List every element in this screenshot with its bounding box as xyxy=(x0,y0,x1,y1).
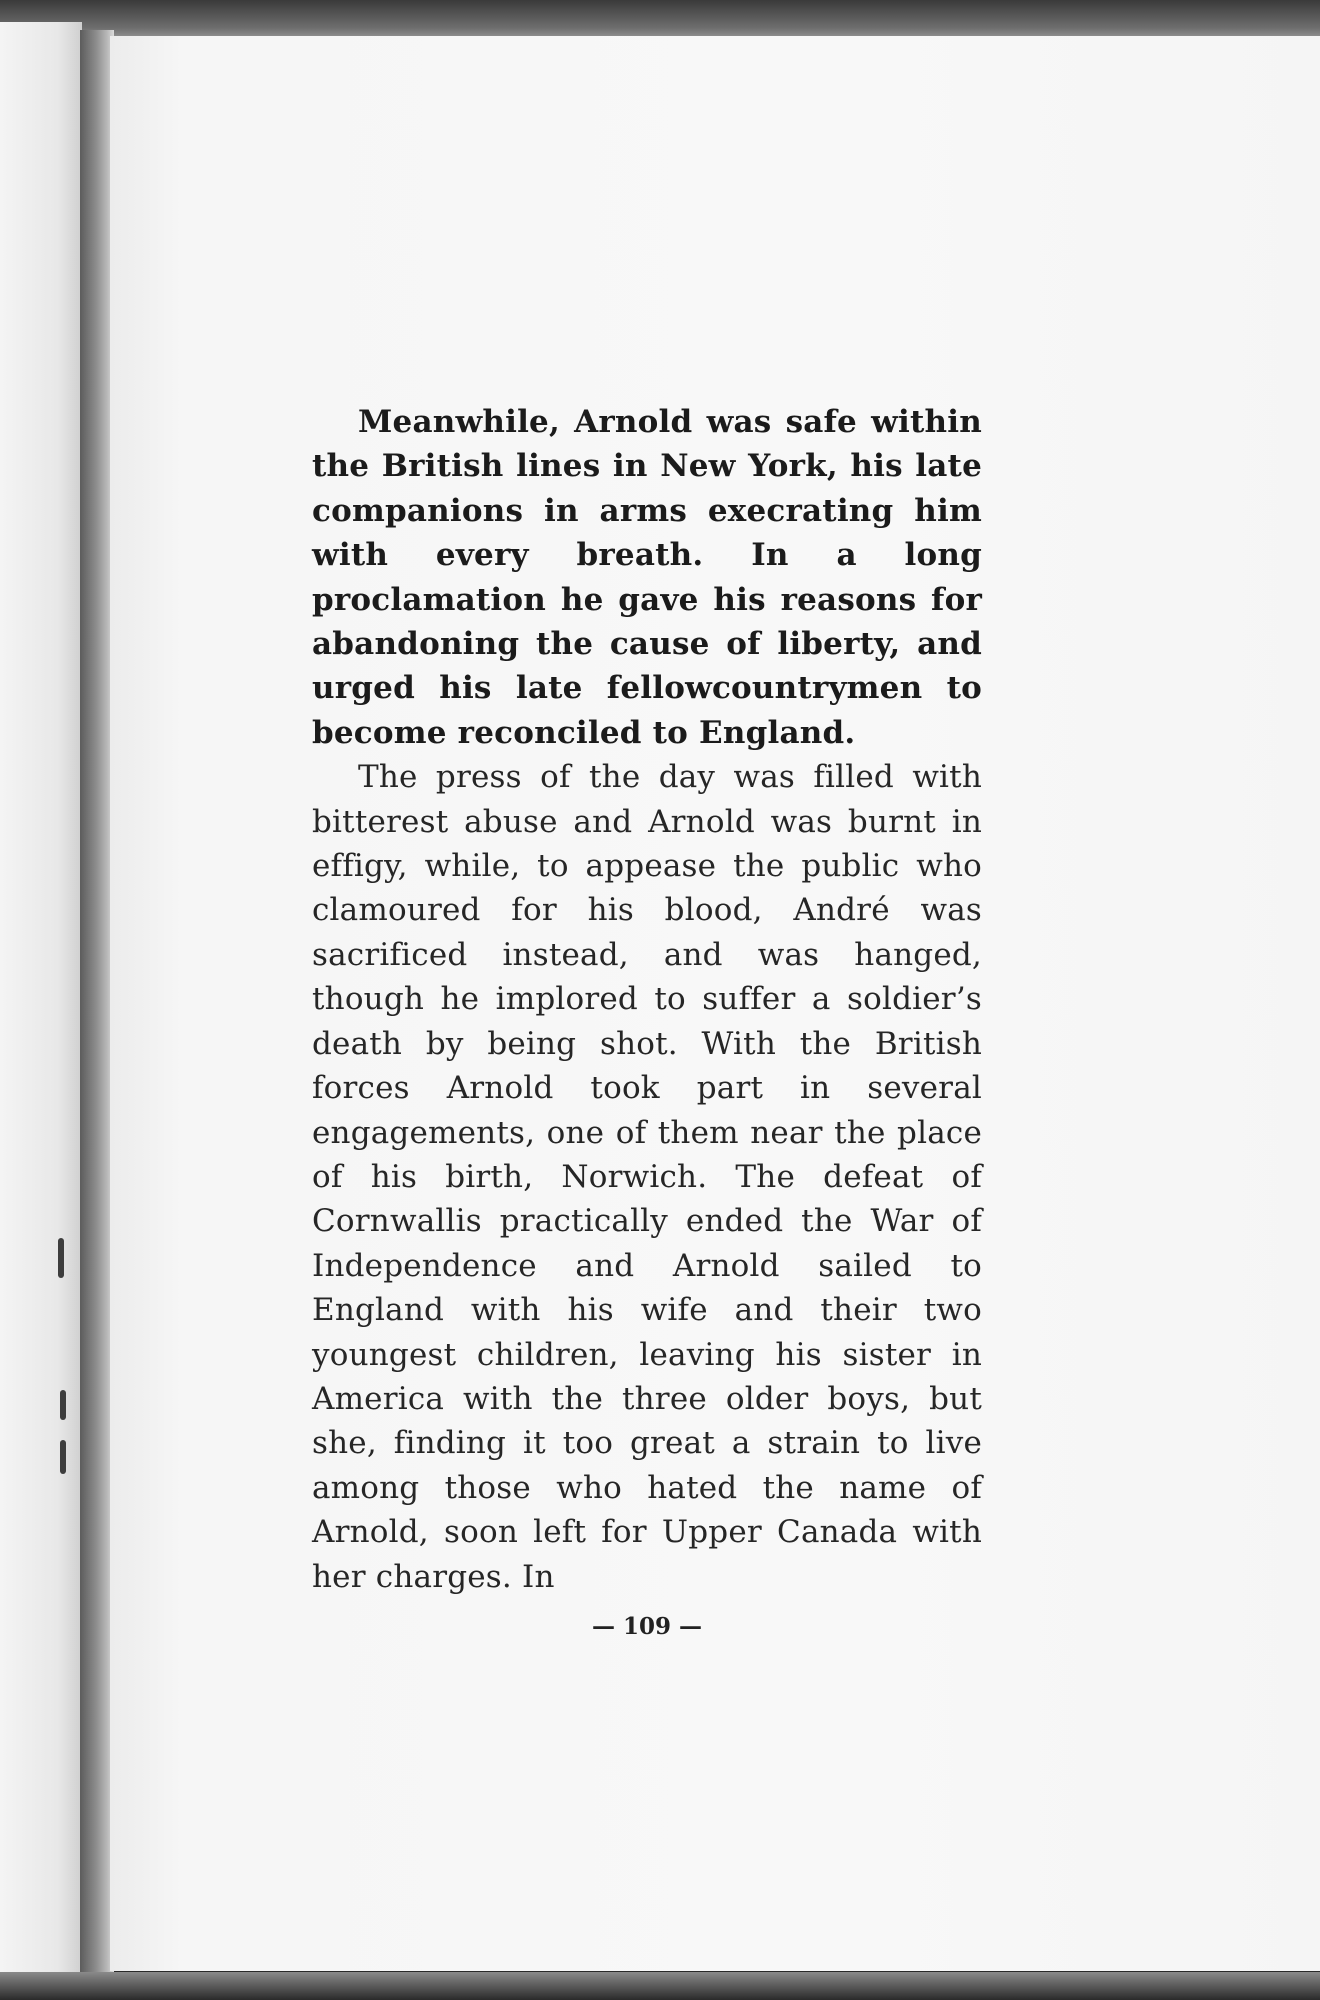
book-gutter xyxy=(80,30,114,1975)
page-number: — 109 — xyxy=(591,1612,703,1640)
body-paragraph-1: Meanwhile, Arnold was safe within the British lines in New York, his late companions in arms execrating him with every breath. In a long proclamation he gave his reasons for abandoning the cause of liberty, and urged his late fellowcountrymen to become reconciled to England. xyxy=(312,404,982,751)
edge-mark xyxy=(58,1238,64,1278)
scan-bottom-border xyxy=(0,1972,1320,2000)
body-paragraph-2: The press of the day was filled with bitterest abuse and Arnold was burnt in effigy, while, to appease the public who clamoured for his blood, André was sacrificed instead, and was hanged, though he implored to suffer a soldier’s death by being shot. With the British forces Arnold took part in several engagements, one of them near the place of his birth, Norwich. The defeat of Cornwallis practically ended the War of Independence and Arnold sailed to England with his wife and their two youngest children, leaving his sister in America with the three older boys, but she, finding it too great a strain to live among those who hated the name of Arnold, soon left for Upper Canada with her charges. In xyxy=(312,759,982,1595)
edge-mark xyxy=(60,1440,66,1474)
edge-mark xyxy=(60,1390,66,1420)
facing-page-edge xyxy=(0,22,82,1972)
page-content xyxy=(312,400,982,1640)
scan-top-border xyxy=(0,0,1320,40)
